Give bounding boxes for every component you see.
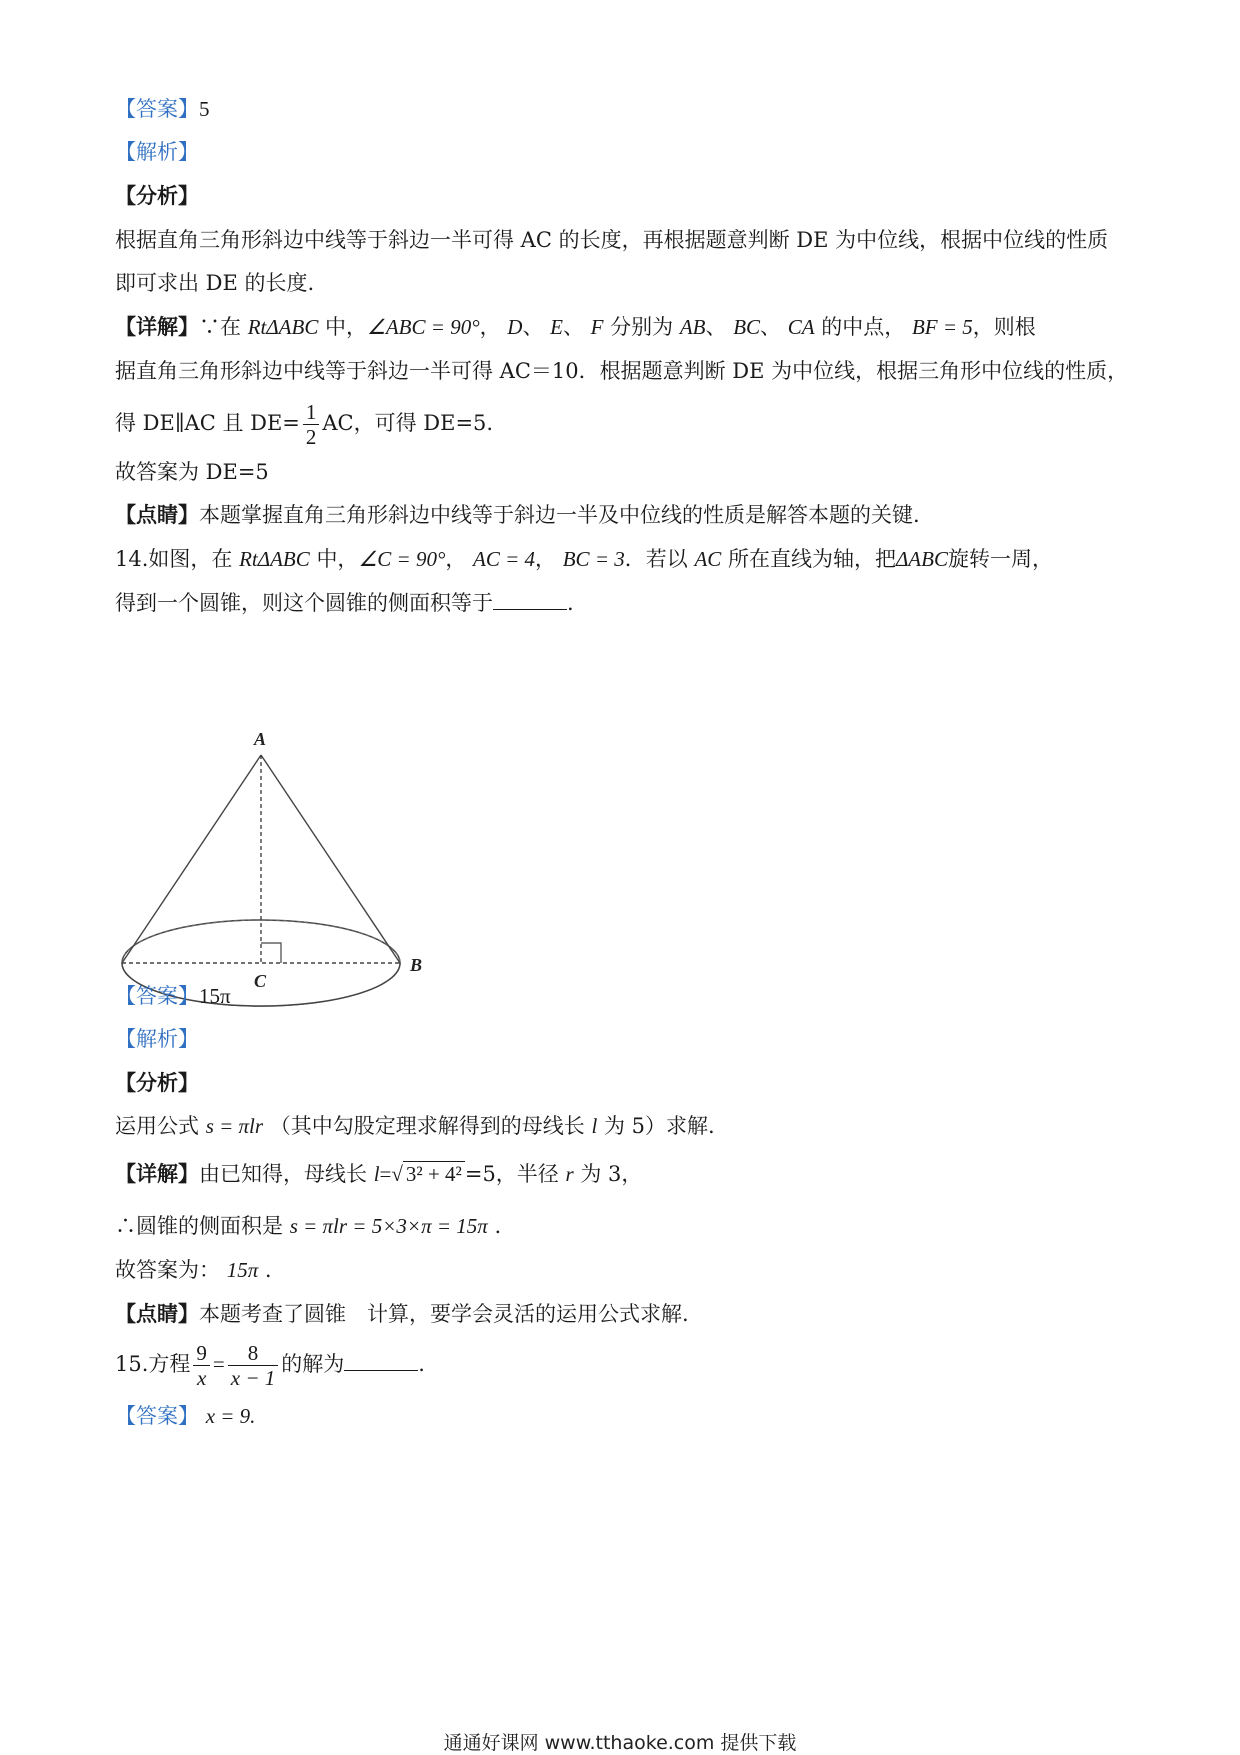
detail-tag: 【详解】 xyxy=(115,314,199,339)
dianjing-text: 本题考查了圆锥 计算，要学会灵活的运用公式求解. xyxy=(199,1302,689,1326)
math-ac-axis: AC xyxy=(694,547,722,571)
math-eq: = xyxy=(379,1162,392,1186)
right-angle-mark xyxy=(261,943,281,963)
text: 中， xyxy=(316,547,359,571)
text: 故答案为： xyxy=(115,1258,220,1282)
answer-value: x = 9. xyxy=(205,1404,256,1428)
numerator: 1 xyxy=(303,400,320,425)
math-ca: CA xyxy=(787,315,815,339)
math-r: r xyxy=(565,1162,574,1186)
text: . xyxy=(567,591,574,615)
q13-conclusion: 故答案为 DE=5 xyxy=(115,460,269,484)
fraction-half xyxy=(303,400,320,449)
math-bf: BF = 5 xyxy=(911,315,973,339)
q13-dianjing xyxy=(115,501,920,529)
answer-tag: 【答案】 xyxy=(115,984,199,1008)
fraction-8-over-x-minus-1 xyxy=(228,1341,279,1390)
denominator: 2 xyxy=(305,425,317,449)
math-ac: AC = 4 xyxy=(473,547,536,571)
math-bc: BC = 3 xyxy=(562,547,625,571)
sqrt-sign: √ xyxy=(391,1162,403,1186)
text: =5，半径 xyxy=(464,1162,559,1186)
answer-value: 15π xyxy=(199,984,231,1008)
text: 的中点， xyxy=(821,315,906,339)
analysis-tag: 【解析】 xyxy=(115,140,199,164)
math-rt-abc: RtΔABC xyxy=(247,315,319,339)
q14-area-line xyxy=(115,1212,501,1240)
text: ∴圆锥的侧面积是 xyxy=(115,1214,283,1238)
math-ab: AB xyxy=(679,315,706,339)
q13-detail-line-1 xyxy=(115,313,1036,341)
q14-answer-line xyxy=(115,982,231,1010)
fraction-9-over-x xyxy=(193,1341,210,1390)
label-a: A xyxy=(254,729,267,749)
math-angle: ∠ABC = 90° xyxy=(367,315,480,339)
q15-question xyxy=(115,1336,425,1392)
q14-question-line-2 xyxy=(115,589,574,617)
text: . xyxy=(494,1214,502,1238)
text: 由已知得，母线长 xyxy=(199,1162,367,1186)
math-eq: = xyxy=(212,1352,225,1376)
text: 旋转一周， xyxy=(947,547,1053,571)
text: 所在直线为轴，把 xyxy=(727,547,896,571)
label-c: C xyxy=(254,971,267,991)
text: 运用公式 xyxy=(115,1114,199,1138)
answer-blank xyxy=(493,589,567,610)
denominator: x − 1 xyxy=(230,1366,276,1390)
text: ．若以 xyxy=(624,547,688,571)
math-answer: 15π xyxy=(226,1258,259,1282)
text: ， xyxy=(445,547,467,571)
text: . xyxy=(264,1258,272,1282)
detail-tag: 【详解】 xyxy=(115,1161,199,1186)
text: 14.如图，在 xyxy=(115,547,233,571)
text: 为 5）求解. xyxy=(603,1114,715,1138)
math-d: D xyxy=(507,315,523,339)
text: AC，可得 DE=5. xyxy=(322,411,494,435)
q14-detail-line xyxy=(115,1160,642,1188)
answer-blank xyxy=(344,1350,418,1371)
cone-slant-right xyxy=(261,755,400,963)
q14-fenxi-text xyxy=(115,1112,715,1140)
numerator: 9 xyxy=(193,1341,210,1366)
math-bc: BC xyxy=(733,315,761,339)
math-triangle: ΔABC xyxy=(895,547,948,571)
text: ∵在 xyxy=(199,315,241,339)
answer-tag: 【答案】 xyxy=(115,97,199,121)
q13-answer-line xyxy=(115,95,210,123)
q13-detail-line-3 xyxy=(115,398,493,449)
fenxi-text-1: 根据直角三角形斜边中线等于斜边一半可得 AC 的长度，再根据题意判断 DE 为中位线，根据中位线的性质 xyxy=(115,228,1109,252)
q15-answer-line xyxy=(115,1402,255,1430)
math-f: F xyxy=(590,315,604,339)
text: 得到一个圆锥，则这个圆锥的侧面积等于 xyxy=(115,591,493,615)
text: ， xyxy=(535,547,557,571)
fenxi-tag: 【分析】 xyxy=(115,183,199,208)
fenxi-tag: 【分析】 xyxy=(115,1070,199,1095)
math-rt-abc: RtΔABC xyxy=(239,547,310,571)
text: （其中勾股定理求解得到的母线长 xyxy=(269,1114,585,1138)
analysis-tag: 【解析】 xyxy=(115,1027,199,1051)
dianjing-text: 本题掌握直角三角形斜边中线等于斜边一半及中位线的性质是解答本题的关键. xyxy=(199,503,920,527)
text: 、 xyxy=(522,315,544,339)
text: 、 xyxy=(760,315,782,339)
cone-slant-left xyxy=(122,755,261,963)
math-angle-c: ∠C = 90° xyxy=(358,547,446,571)
text: 得 DE∥AC 且 DE= xyxy=(115,411,300,435)
radicand: 3² + 4² xyxy=(403,1161,465,1186)
math-e: E xyxy=(550,315,563,339)
numerator: 8 xyxy=(228,1341,279,1366)
math-l: l xyxy=(591,1114,598,1138)
answer-tag: 【答案】 xyxy=(115,1404,199,1428)
sqrt-expression xyxy=(391,1160,464,1188)
dianjing-tag: 【点睛】 xyxy=(115,1301,199,1326)
footer-credit: 通通好课网 www.tthaoke.com 提供下载 xyxy=(443,1732,797,1754)
answer-value: 5 xyxy=(199,97,210,121)
math-area-formula: s = πlr = 5×3×π = 15π xyxy=(289,1214,488,1238)
text: 、 xyxy=(705,315,727,339)
text: 的解为 xyxy=(281,1352,345,1376)
math-l: l xyxy=(373,1162,380,1186)
dianjing-tag: 【点睛】 xyxy=(115,502,199,527)
q14-conclusion xyxy=(115,1256,272,1284)
math-formula: s = πlr xyxy=(205,1114,264,1138)
text: ，则根 xyxy=(972,315,1036,339)
text: 中， xyxy=(325,315,368,339)
q13-detail-line-2: 据直角三角形斜边中线等于斜边一半可得 AC＝10．根据题意判断 DE 为中位线，根据三角形中位线的性质， xyxy=(115,359,1129,383)
text: . xyxy=(418,1352,425,1376)
text: 15.方程 xyxy=(115,1352,191,1376)
denominator: x xyxy=(196,1366,207,1390)
text: ， xyxy=(479,315,501,339)
q14-question-line-1 xyxy=(115,545,1053,573)
text: 分别为 xyxy=(610,315,674,339)
text: 、 xyxy=(562,315,584,339)
text: 为 3， xyxy=(580,1162,643,1186)
fenxi-text-2: 即可求出 DE 的长度. xyxy=(115,271,315,295)
label-b: B xyxy=(410,955,423,975)
q14-dianjing xyxy=(115,1300,689,1328)
